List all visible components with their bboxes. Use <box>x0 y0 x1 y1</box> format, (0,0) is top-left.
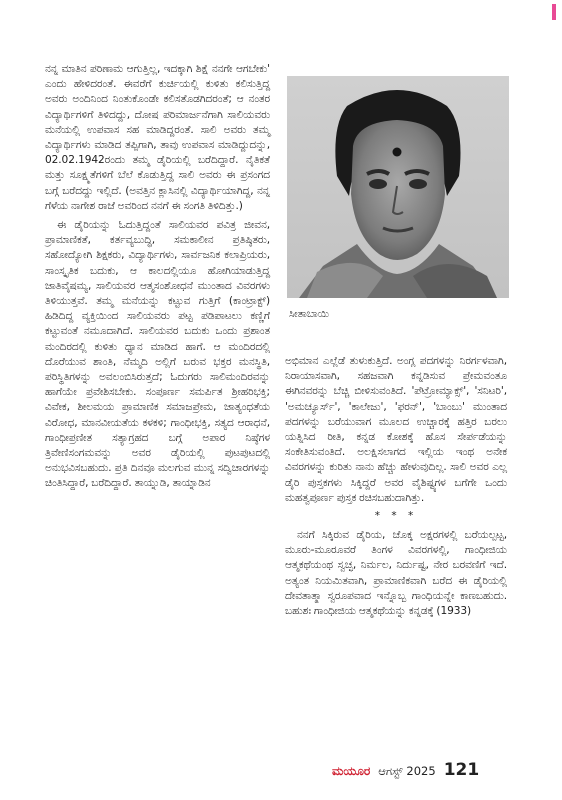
issue-date: ಆಗಸ್ಟ್ 2025 <box>378 764 436 778</box>
body-paragraph: ಅಭಿಮಾನ ಎಲ್ಲೆಡೆ ತುಳುಕುತ್ತಿದೆ. ಅಂಗ್ಲ ಪದಗಳನ್ನು ನಿರರ್ಗಳವಾಗಿ, ನಿರಾಯಾಸವಾಗಿ, ಸಹಜವಾಗಿ ಕನ್ನಡಿಸುವ ಪ್ರೇಮವಂತೂ ಈಗಿನವರನ್ನು ಬೆಚ್ಚಿ ಬೀಳಿಸುವಂತಿದೆ. 'ಪೆಟ್ರೋಮ್ಯಾಕ್ಸ್', 'ಸನಿಟರಿ', 'ಅಮಚ್ಯೂರ್ಸ್', 'ಕಾಲೇಜು', 'ಫರನ್', 'ಬಾಂಬು' ಮುಂತಾದ ಪದಗಳನ್ನು ಬರೆಯುವಾಗ ಮೂಲದ ಉಚ್ಚಾರಕ್ಕೆ ಹತ್ತಿರ ಬರಲು ಯತ್ನಿಸಿದ ರೀತಿ, ಕನ್ನಡ ಕೋಶಕ್ಕೆ ಹೊಸ ಸೇರ್ಪಡೆಯನ್ನು ಸಂಕೇತಿಸುವಂತಿದೆ. ಅಲಕ್ಷಿಸಲಾಗದ ಇಲ್ಲಿಯ ಇಂಥ ಅನೇಕ ವಿವರಗಳನ್ನು ಕುರಿತು ನಾನು ಹೆಚ್ಚು ಹೇಳುವುದಿಲ್ಲ. ಸಾಲಿ ಅವರ ಎಲ್ಲ ಡೈರಿ ಪುಸ್ತಕಗಳು ಸಿಕ್ಕಿದ್ದರೆ ಅವರ ವೈಶಿಷ್ಟ್ಯಗಳ ಬಗೆಗೇ ಒಂದು ಮಹತ್ವಪೂರ್ಣ ಪುಸ್ತಕ ರಚಿಸಬಹುದಾಗಿತ್ತು. <box>285 355 507 504</box>
page-footer <box>332 760 479 780</box>
section-separator: * * * <box>374 510 418 523</box>
page-number: 121 <box>443 760 480 780</box>
photo-caption: ಸೀತಾಬಾಯಿ <box>289 308 330 320</box>
magazine-logo: ಮಯೂರ <box>332 764 371 778</box>
body-paragraph: ನನ್ನ ಮಾತಿನ ಪರಿಣಾಮ ಆಗುತ್ತಿಲ್ಲ, ಇದಕ್ಕಾಗಿ ಶಿಕ್ಷೆ ನನಗೇ ಆಗಬೇಕು' ಎಂದು ಹೇಳಿದರಂತೆ. ಈವರೆಗೆ ಕುರ್ಚಿಯಲ್ಲಿ ಕುಳಿತು ಕಲಿಸುತ್ತಿದ್ದ ಅವರು ಅಂದಿನಿಂದ ನಿಂತುಕೊಂಡೇ ಕಲಿಸತೊಡಗಿದರಂತೆ; ಆ ನಂತರ ವಿದ್ಯಾರ್ಥಿಗಳಿಗೆ ತಿಳಿದದ್ದು, ದೋಷ ಪರಿಮಾರ್ಜನೆಗಾಗಿ ಸಾಲಿಯವರು ಮನೆಯಲ್ಲಿ ಉಪವಾಸ ಸಹ ಮಾಡಿದ್ದರಂತೆ. ಸಾಲಿ ಅವರು ತಮ್ಮ ವಿದ್ಯಾರ್ಥಿಗಳು ಮಾಡಿದ ತಪ್ಪಿಗಾಗಿ, ತಾವು ಉಪವಾಸ ಮಾಡಿದ್ದುದನ್ನು, 02.02.1942ರಂದು ತಮ್ಮ ಡೈರಿಯಲ್ಲಿ ಬರೆದಿದ್ದಾರೆ. ನೈತಿಕತೆ ಮತ್ತು ಸೂಕ್ಷ್ಮತೆಗಳಿಗೆ ಬೆಲೆ ಕೊಡುತ್ತಿದ್ದ ಸಾಲಿ ಅವರು ಈ ಪ್ರಸಂಗದ ಬಗ್ಗೆ ಬರೆದದ್ದು ಇಲ್ಲಿದೆ. (ಅವತ್ತಿನ ಕ್ಲಾಸಿನಲ್ಲಿ ವಿದ್ಯಾರ್ಥಿಯಾಗಿದ್ದ, ನನ್ನ ಗೆಳೆಯ ನಾಗೇಶ ರಾಜೆ ಅವರಿಂದ ನನಗೆ ಈ ಸಂಗತಿ ತಿಳಿದಿತ್ತು.) <box>45 63 270 212</box>
body-paragraph: ನನಗೆ ಸಿಕ್ಕಿರುವ ಡೈರಿಯ, ಚೊಕ್ಕ ಅಕ್ಷರಗಳಲ್ಲಿ ಬರೆಯಲ್ಪಟ್ಟ, ಮೂರು-ಮೂರೂವರೆ ತಿಂಗಳ ವಿವರಗಳಲ್ಲಿ, ಗಾಂಧೀಜಿಯ ಆತ್ಮಕಥೆಯಂಥ ಸ್ವಚ್ಛ, ನಿರ್ಮಲ, ನಿರ್ದುಷ್ಟ, ನೇರ ಬರವಣಿಗೆ ಇದೆ. ಅತ್ಯಂತ ನಿಯಮಿತವಾಗಿ, ಪ್ರಾಮಾಣಿಕವಾಗಿ ಬರೆದ ಈ ಡೈರಿಯಲ್ಲಿ ದೇವತಾತ್ಮಾ ಸ್ವರೂಪವಾದ ಇನ್ನೊಬ್ಬ ಗಾಂಧಿಯನ್ನೇ ಕಾಣಬಹುದು. ಬಹುಶಃ ಗಾಂಧೀಜಿಯ ಆತ್ಮಕಥೆಯನ್ನು ಕನ್ನಡಕ್ಕೆ (1933) <box>285 529 507 618</box>
right-text-column <box>285 354 507 623</box>
body-paragraph: ಈ ಡೈರಿಯನ್ನು ಓದುತ್ತಿದ್ದಂತೆ ಸಾಲಿಯವರ ಪವಿತ್ರ ಜೀವನ, ಪ್ರಾಮಾಣಿಕತೆ, ಕರ್ತವ್ಯಬುದ್ಧಿ, ಸಮಕಾಲೀನ ಪ್ರತಿಷ್ಠಿತರು, ಸಹೋದ್ಯೋಗಿ ಶಿಕ್ಷಕರು, ವಿದ್ಯಾರ್ಥಿಗಳು, ಸಾರ್ವಜನಿಕ ಕಲಾಪ್ರಿಯರು, ಸಾಂಸ್ಕೃತಿಕ ಬದುಕು, ಆ ಕಾಲದಲ್ಲಿಯೂ ಹೋಗಿಯಾಡುತ್ತಿದ್ದ ಜಾತಿವೈಷಮ್ಯ, ಸಾಲಿಯವರ ಆತ್ಮಸಂಶೋಧನೆ ಮುಂತಾದ ವಿವರಗಳು ತಿಳಿಯುತ್ತವೆ. ತಮ್ಮ ಮನೆಯನ್ನು ಕಟ್ಟುವ ಗುತ್ತಿಗೆ (ಕಾಂಟ್ರಾಕ್ಟ್) ಹಿಡಿದಿದ್ದ ವ್ಯಕ್ತಿಯಿಂದ ಸಾಲಿಯವರು ಪಟ್ಟ ಪಡಿಪಾಟಲು ಕಣ್ಣಿಗೆ ಕಟ್ಟುವಂತೆ ನಮೂದಾಗಿದೆ. ಸಾಲಿಯವರ ಬದುಕು ಒಂದು ಪ್ರಶಾಂತ ಮಂದಿರದಲ್ಲಿ ಕುಳಿತು ಧ್ಯಾನ ಮಾಡಿದ ಹಾಗೆ. ಆ ಮಂದಿರದಲ್ಲಿ ದೊರೆಯುವ ಶಾಂತಿ, ನೆಮ್ಮದಿ ಅಲ್ಲಿಗೆ ಬರುವ ಭಕ್ತರ ಮನಸ್ಥಿತಿ, ಪರಿಸ್ಥಿತಿಗಳನ್ನು ಅವಲಂಬಿಸಿರುತ್ತದೆ; ಓದುಗರು ಸಾಲಿಮಂದಿರವನ್ನು ಹಾಗೆಯೇ ಪ್ರವೇಶಿಸಬೇಕು. ಸಂಪೂರ್ಣ ಸಮರ್ಪಿತ ಶ್ರೀಹರಿಭಕ್ತಿ; ವಿವೇಕ, ಶೀಲಮಯ ಪ್ರಾಮಾಣಿಕ ಸಮಾಜಪ್ರೇಮ, ಜಾತ್ಯಂಧತೆಯ ವಿರೋಧ, ಮಾನವೀಯತೆಯ ಕಳಕಳಿ; ಗಾಂಧೀಭಕ್ತಿ, ಸತ್ಯದ ಆರಾಧನೆ, ಗಾಂಧೀಪ್ರಣೀತ ಸತ್ಯಾಗ್ರಹದ ಬಗ್ಗೆ ಅಪಾರ ನಿಷ್ಠೆಗಳ ತ್ರಿವೇಣಿಸಂಗಮವನ್ನು ಅವರ ಡೈರಿಯಲ್ಲಿ ಪುಟಪುಟದಲ್ಲಿ ಅನುಭವಿಸಬಹುದು. ಪ್ರತಿ ದಿನವೂ ಮಲಗುವ ಮುನ್ನ ಸದ್ವಿಚಾರಗಳನ್ನು ಚಿಂತಿಸಿದ್ದಾರೆ, ಬರೆದಿದ್ದಾರೆ. ತಾಯ್ನುಡಿ, ತಾಯ್ನಾಡಿನ <box>45 219 270 490</box>
left-text-column <box>45 62 270 496</box>
photo-figure <box>287 76 509 321</box>
portrait-photo <box>287 76 509 298</box>
edge-color-tab <box>552 4 556 20</box>
